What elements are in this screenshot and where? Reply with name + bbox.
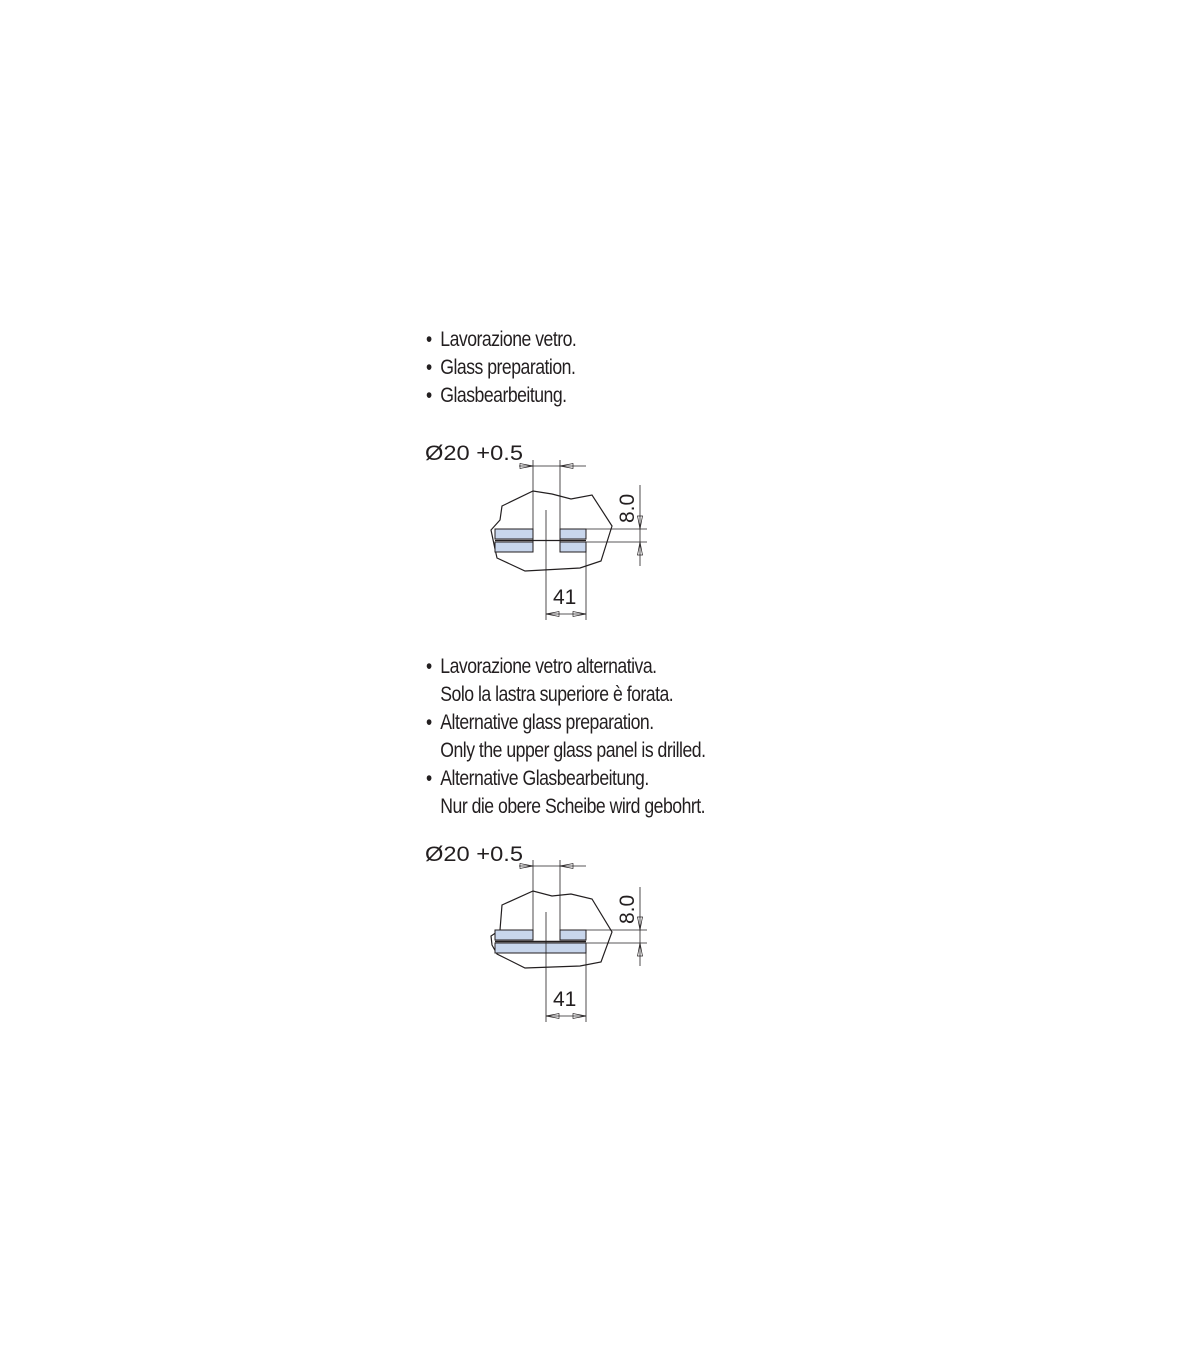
glass-drilling-drawing-upper-panel (0, 832, 1200, 1032)
list-item (426, 326, 576, 354)
list-item-text: Alternative glass preparation. (440, 711, 654, 734)
bullet-icon: • (426, 384, 432, 407)
list-item (426, 765, 705, 821)
list-item-text: Glass preparation. (440, 356, 576, 379)
list-item-text: Glasbearbeitung. (440, 384, 567, 407)
depth-label: 8.0 (616, 493, 639, 523)
distance-label: 41 (553, 988, 577, 1011)
bullet-icon: • (426, 655, 432, 678)
list-item-text: Lavorazione vetro. (440, 328, 577, 351)
list-item-text: Solo la lastra superiore è forata. (440, 683, 674, 706)
bullet-icon: • (426, 356, 432, 379)
list-item-text: Alternative Glasbearbeitung. (440, 767, 649, 790)
distance-label: 41 (553, 586, 577, 609)
depth-label: 8.0 (616, 894, 639, 924)
list-item (426, 709, 705, 765)
list-item (426, 354, 576, 382)
alternative-glass-preparation-list (426, 653, 759, 821)
glass-upper-left (495, 529, 533, 539)
bullet-icon: • (426, 711, 432, 734)
bullet-icon: • (426, 767, 432, 790)
glass-lower-left (495, 542, 533, 552)
diameter-label: Ø20 +0.5 (425, 442, 523, 465)
glass-drilling-drawing-both-panels (0, 430, 1200, 630)
glass-upper-right (560, 930, 586, 940)
glass-preparation-list (426, 326, 605, 410)
glass-upper-left (495, 930, 533, 940)
list-item-text: Nur die obere Scheibe wird gebohrt. (440, 795, 706, 818)
list-item (426, 653, 705, 709)
bullet-icon: • (426, 328, 432, 351)
list-item (426, 382, 576, 410)
glass-lower-right (560, 542, 586, 552)
glass-lower-full (495, 943, 586, 953)
list-item-text: Only the upper glass panel is drilled. (440, 739, 706, 762)
glass-upper-right (560, 529, 586, 539)
list-item-text: Lavorazione vetro alternativa. (440, 655, 657, 678)
diameter-label: Ø20 +0.5 (425, 843, 523, 866)
